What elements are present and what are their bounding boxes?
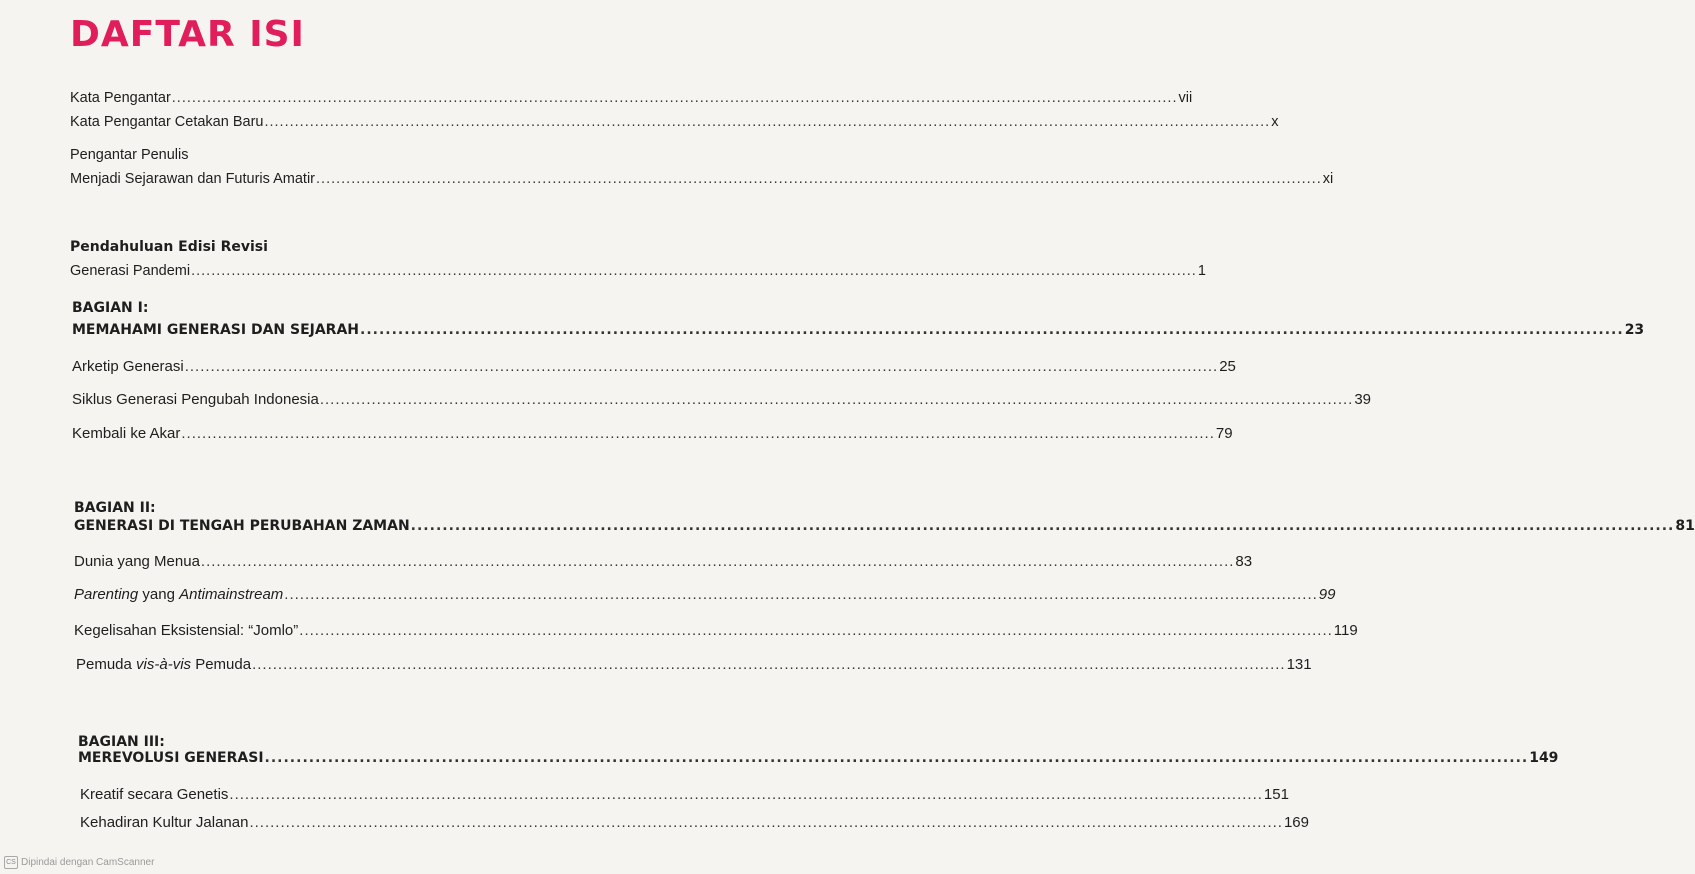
part-heading: BAGIAN II: xyxy=(74,500,156,516)
dot-leader: ........................................................................................................................................................................................................ xyxy=(264,750,1529,766)
dot-leader: ........................................................................................................................................................................................................ xyxy=(181,425,1215,442)
entry-page: xi xyxy=(1322,171,1334,187)
entry-page: 151 xyxy=(1263,786,1289,803)
entry-page: vii xyxy=(1178,90,1193,106)
entry-label: MEMAHAMI GENERASI DAN SEJARAH xyxy=(72,322,360,338)
entry-label: Kata Pengantar xyxy=(70,90,171,106)
entry-page: 39 xyxy=(1354,391,1372,408)
toc-entry xyxy=(80,786,1289,803)
part-title-entry xyxy=(74,518,1695,534)
entry-label: Kembali ke Akar xyxy=(72,425,181,442)
italic-text: Parenting xyxy=(74,586,139,603)
dot-leader: ........................................................................................................................................................................................................ xyxy=(316,171,1322,187)
dot-leader: ........................................................................................................................................................................................................ xyxy=(171,90,1178,106)
dot-leader: ........................................................................................................................................................................................................ xyxy=(299,622,1333,639)
entry-label: Kata Pengantar Cetakan Baru xyxy=(70,114,264,130)
part-title-entry xyxy=(72,322,1645,338)
entry-page: 99 xyxy=(1318,586,1336,603)
toc-entry xyxy=(74,553,1253,570)
toc-entry xyxy=(70,90,1193,106)
entry-page: 25 xyxy=(1219,358,1236,375)
dot-leader: ........................................................................................................................................................................................................ xyxy=(249,814,1283,831)
plain-text: Pemuda xyxy=(76,656,137,673)
toc-entry xyxy=(70,171,1334,187)
part-heading: BAGIAN I: xyxy=(72,300,149,316)
dot-leader: ........................................................................................................................................................................................................ xyxy=(200,553,1235,570)
watermark-text: Dipindai dengan CamScanner xyxy=(21,857,155,868)
dot-leader: ........................................................................................................................................................................................................ xyxy=(229,786,1263,803)
dot-leader: ........................................................................................................................................................................................................ xyxy=(360,322,1624,338)
entry-page: 81 xyxy=(1675,518,1695,534)
entry-page: x xyxy=(1271,114,1279,130)
entry-label: Kreatif secara Genetis xyxy=(80,786,229,803)
toc-entry xyxy=(72,425,1233,442)
italic-text: vis-à-vis xyxy=(136,656,192,673)
entry-label xyxy=(74,586,283,603)
dot-leader: ........................................................................................................................................................................................................ xyxy=(252,656,1286,673)
entry-page: 119 xyxy=(1333,622,1358,639)
dot-leader: ........................................................................................................................................................................................................ xyxy=(284,586,1318,603)
entry-label xyxy=(76,656,251,673)
entry-label: Menjadi Sejarawan dan Futuris Amatir xyxy=(70,171,316,187)
entry-page: 83 xyxy=(1235,553,1253,570)
dot-leader: ........................................................................................................................................................................................................ xyxy=(184,358,1219,375)
entry-label: Kegelisahan Eksistensial: “Jomlo” xyxy=(74,622,299,639)
entry-page: 149 xyxy=(1529,750,1559,766)
toc-entry-heading: Pengantar Penulis xyxy=(70,147,189,163)
entry-page: 1 xyxy=(1197,263,1206,279)
entry-label: Dunia yang Menua xyxy=(74,553,200,570)
toc-entry xyxy=(74,586,1336,603)
toc-entry xyxy=(74,622,1358,639)
toc-entry xyxy=(70,263,1206,279)
plain-text: yang xyxy=(138,586,180,603)
part-heading: BAGIAN III: xyxy=(78,734,165,750)
dot-leader: ........................................................................................................................................................................................................ xyxy=(191,263,1197,279)
toc-entry xyxy=(70,114,1279,130)
entry-page: 169 xyxy=(1283,814,1309,831)
dot-leader: ........................................................................................................................................................................................................ xyxy=(319,391,1354,408)
entry-label: Arketip Generasi xyxy=(72,358,184,375)
scanner-watermark xyxy=(4,856,154,869)
toc-entry xyxy=(76,656,1312,673)
toc-entry xyxy=(72,358,1236,375)
entry-label: MEREVOLUSI GENERASI xyxy=(78,750,264,766)
entry-label: Siklus Generasi Pengubah Indonesia xyxy=(72,391,319,408)
entry-label: GENERASI DI TENGAH PERUBAHAN ZAMAN xyxy=(74,518,410,534)
plain-text: Pemuda xyxy=(191,656,252,673)
page-title: DAFTAR ISI xyxy=(70,14,305,55)
entry-label: Generasi Pandemi xyxy=(70,263,191,279)
section-heading: Pendahuluan Edisi Revisi xyxy=(70,239,268,255)
entry-label: Kehadiran Kultur Jalanan xyxy=(80,814,249,831)
toc-entry xyxy=(72,391,1372,408)
entry-page: 23 xyxy=(1624,322,1645,338)
entry-page: 79 xyxy=(1215,425,1233,442)
entry-page: 131 xyxy=(1286,656,1312,673)
dot-leader: ........................................................................................................................................................................................................ xyxy=(264,114,1271,130)
italic-text: Antimainstream xyxy=(179,586,284,603)
toc-entry xyxy=(80,814,1309,831)
part-title-entry xyxy=(78,750,1559,766)
dot-leader: ........................................................................................................................................................................................................ xyxy=(410,518,1675,534)
camscanner-logo-icon: CS xyxy=(4,856,18,869)
